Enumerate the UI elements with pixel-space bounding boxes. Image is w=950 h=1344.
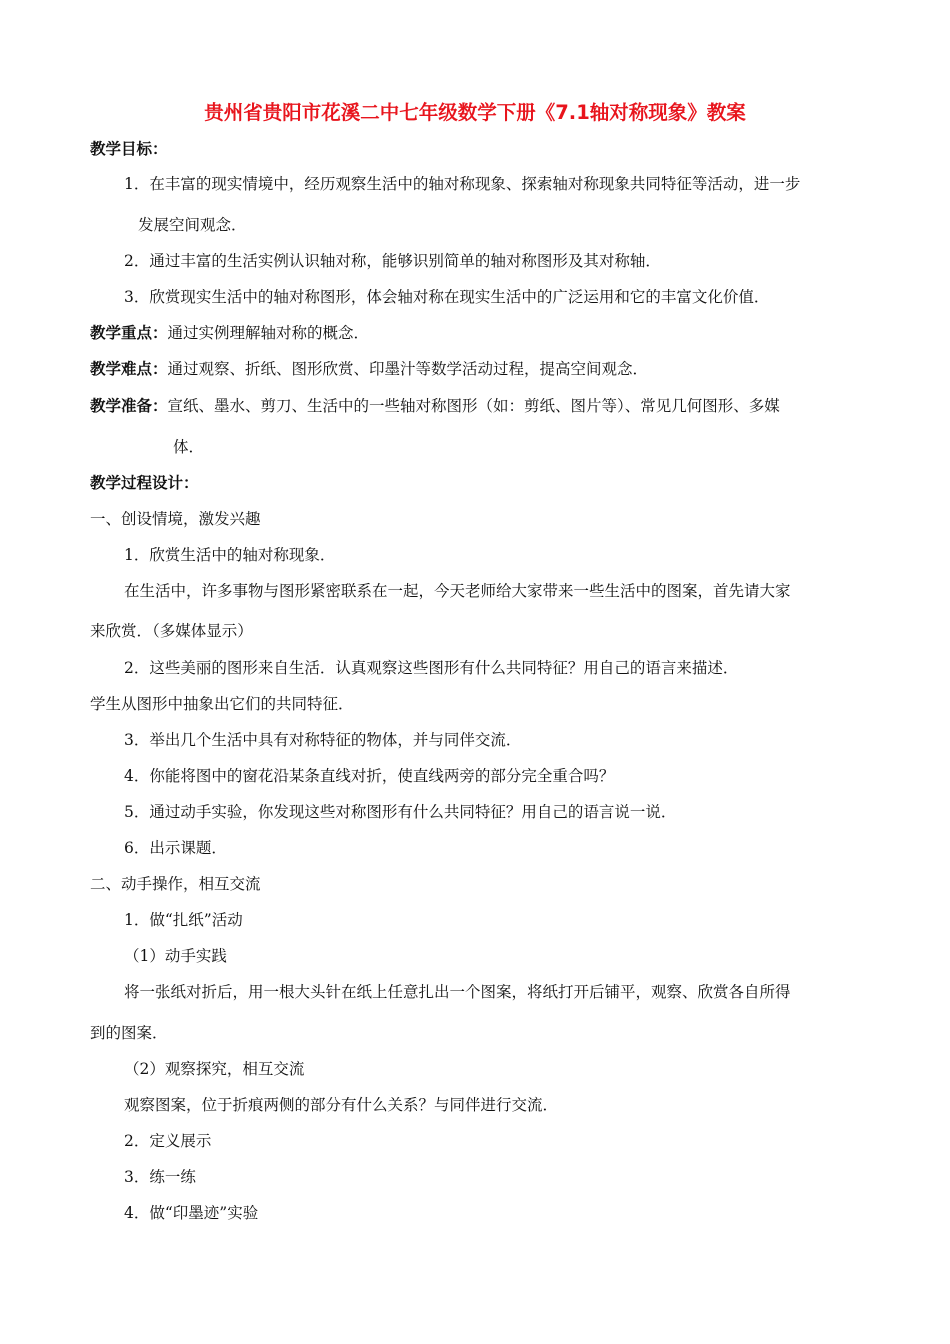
section-1-item-5: 5．通过动手实验，你发现这些对称图形有什么共同特征？用自己的语言说一说． [124, 803, 677, 821]
difficulty-row [90, 359, 648, 379]
key-point-text: 通过实例理解轴对称的概念． [167, 324, 370, 342]
preparation-label: 教学准备： [90, 397, 168, 415]
section-2-paragraph-b: 到的图案． [90, 1024, 168, 1042]
difficulty-text: 通过观察、折纸、图形欣赏、印墨汁等数学活动过程，提高空间观念． [167, 360, 649, 378]
section-1-item-6: 6．出示课题． [124, 839, 227, 857]
preparation-row [90, 396, 780, 416]
document-title: 贵州省贵阳市花溪二中七年级数学下册《7.1轴对称现象》教案 [204, 101, 746, 124]
section-2-subitem-1: （1）动手实践 [124, 947, 227, 965]
section-1-paragraph-b: 来欣赏．（多媒体显示） [90, 622, 253, 640]
section-1-item-3: 3．举出几个生活中具有对称特征的物体，并与同伴交流． [124, 731, 522, 749]
section-2-item-4: 4．做“印墨迹”实验 [124, 1204, 259, 1222]
section-1-item-4: 4．你能将图中的窗花沿某条直线对折，使直线两旁的部分完全重合吗？ [124, 767, 615, 785]
section-2-subitem-2: （2）观察探究，相互交流 [124, 1060, 305, 1078]
section-1-item-2: 2．这些美丽的图形来自生活．认真观察这些图形有什么共同特征？用自己的语言来描述． [124, 659, 739, 677]
section-2-heading: 二、动手操作，相互交流 [90, 875, 261, 893]
section-1-note: 学生从图形中抽象出它们的共同特征． [90, 695, 354, 713]
goal-2: 2．通过丰富的生活实例认识轴对称，能够识别简单的轴对称图形及其对称轴． [124, 252, 661, 270]
goal-1-line-a: 1．在丰富的现实情境中，经历观察生活中的轴对称现象、探索轴对称现象共同特征等活动，进一步 [124, 175, 801, 193]
section-1-paragraph-a: 在生活中，许多事物与图形紧密联系在一起，今天老师给大家带来一些生活中的图案，首先请大家 [124, 582, 791, 600]
goals-label: 教学目标： [90, 140, 168, 158]
section-2-item-1: 1．做“扎纸”活动 [124, 911, 243, 929]
preparation-text: 宣纸、墨水、剪刀、生活中的一些轴对称图形（如：剪纸、图片等）、常见几何图形、多媒 [167, 397, 780, 415]
goal-3: 3．欣赏现实生活中的轴对称图形，体会轴对称在现实生活中的广泛运用和它的丰富文化价值． [124, 288, 770, 306]
process-label: 教学过程设计： [90, 474, 199, 492]
section-2-item-3: 3．练一练 [124, 1168, 196, 1186]
key-point-label: 教学重点： [90, 324, 168, 342]
key-point-row [90, 323, 369, 343]
preparation-text-continued: 体． [173, 438, 205, 456]
difficulty-label: 教学难点： [90, 360, 168, 378]
goal-1-line-b: 发展空间观念． [138, 216, 247, 234]
section-1-item-1: 1．欣赏生活中的轴对称现象． [124, 546, 336, 564]
section-1-heading: 一、创设情境，激发兴趣 [90, 510, 261, 528]
section-2-paragraph-a: 将一张纸对折后，用一根大头针在纸上任意扎出一个图案，将纸打开后铺平，观察、欣赏各自所得 [124, 983, 791, 1001]
section-2-item-2: 2．定义展示 [124, 1132, 212, 1150]
section-2-paragraph-c: 观察图案，位于折痕两侧的部分有什么关系？与同伴进行交流． [124, 1096, 559, 1114]
